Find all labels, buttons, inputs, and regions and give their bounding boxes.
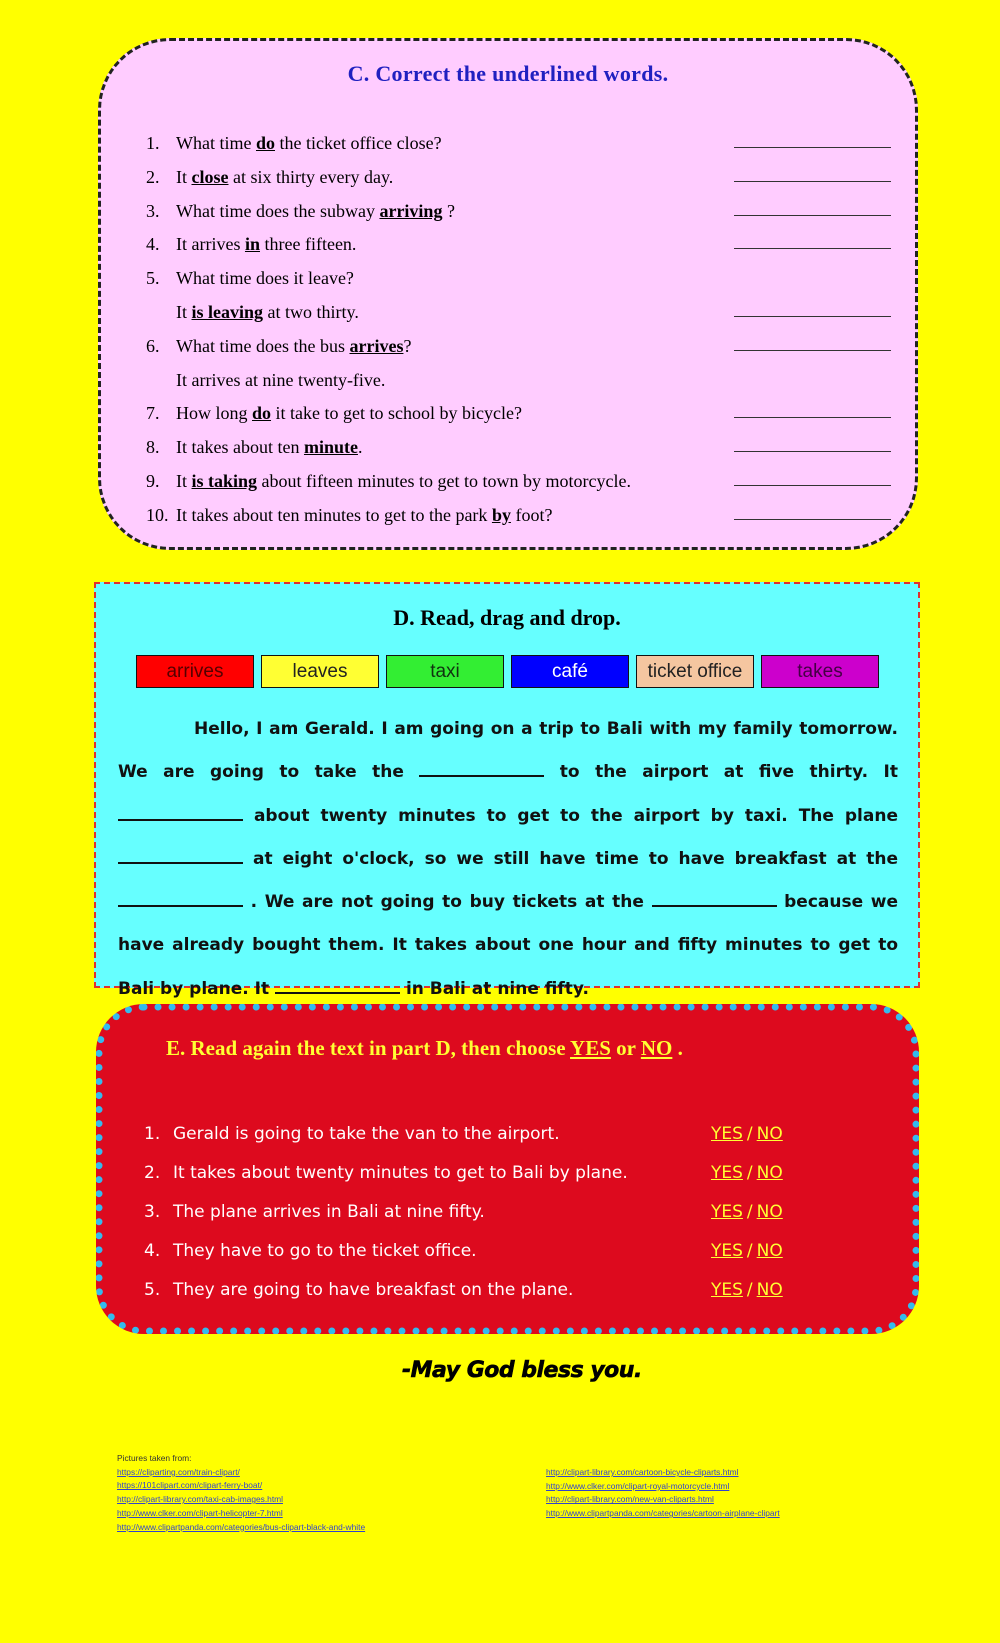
question-text — [176, 431, 362, 465]
statement-row — [144, 1232, 804, 1271]
question-number: 7. — [146, 403, 160, 424]
question-row — [146, 397, 891, 431]
answer-blank[interactable] — [734, 350, 891, 351]
question-text-pre: It — [176, 166, 192, 187]
choice-separator: / — [746, 1241, 753, 1261]
yes-no-choice — [711, 1232, 783, 1271]
word-tile[interactable]: ticket office — [636, 655, 754, 688]
question-text — [176, 161, 393, 195]
word-tile[interactable]: taxi — [386, 655, 504, 688]
passage-segment: to the airport at five thirty. It — [544, 762, 899, 783]
question-text — [176, 499, 552, 533]
word-bank — [136, 655, 881, 689]
statement-number: 2. — [144, 1163, 161, 1183]
statement-text: It takes about twenty minutes to get to Bali by plane. — [173, 1163, 628, 1183]
question-text-post: it take to get to school by bicycle? — [271, 403, 522, 424]
question-row — [146, 499, 891, 533]
question-row — [146, 195, 891, 229]
question-row — [146, 364, 891, 398]
question-text — [176, 397, 522, 431]
word-tile[interactable]: café — [511, 655, 629, 688]
choice-separator: / — [746, 1202, 753, 1222]
yes-no-choice — [711, 1115, 783, 1154]
credits-links-right — [546, 1466, 780, 1521]
statement-number: 1. — [144, 1124, 161, 1144]
section-c-title: C. Correct the underlined words. — [347, 61, 669, 86]
underlined-word: arrives — [349, 335, 404, 356]
no-option[interactable]: NO — [756, 1163, 783, 1183]
choice-separator: / — [746, 1124, 753, 1144]
statement-text: They have to go to the ticket office. — [173, 1241, 477, 1261]
underlined-word: arriving — [379, 200, 443, 221]
underlined-word: is leaving — [191, 301, 264, 322]
drop-target-blank[interactable] — [419, 774, 544, 777]
yes-option[interactable]: YES — [711, 1280, 743, 1300]
section-e-panel — [96, 1004, 919, 1334]
question-number: 1. — [146, 133, 160, 153]
question-number: 10. — [146, 504, 169, 525]
underlined-word: do — [252, 403, 272, 424]
question-text — [176, 228, 356, 262]
credit-link[interactable]: http://www.clipartpanda.com/categories/cartoon-airplane-clipart — [546, 1508, 780, 1519]
section-e-title — [166, 1036, 886, 1061]
question-text-pre: It arrives — [176, 234, 245, 255]
no-option[interactable]: NO — [756, 1202, 783, 1222]
question-text — [176, 262, 354, 296]
question-text-post: ? — [403, 335, 412, 356]
question-row — [146, 228, 891, 262]
underlined-word: in — [244, 234, 260, 255]
statement-row — [144, 1193, 804, 1232]
yes-no-choice — [711, 1193, 783, 1232]
yes-option[interactable]: YES — [711, 1241, 743, 1261]
blessing-text: -May God bless you. — [402, 1358, 642, 1383]
question-text-pre: It takes about ten — [176, 437, 304, 458]
question-text-post: the ticket office close? — [275, 133, 442, 153]
reading-passage — [118, 708, 898, 1011]
underlined-word: is taking — [191, 470, 258, 491]
question-number: 6. — [146, 335, 160, 356]
question-row — [146, 431, 891, 465]
question-number: 4. — [146, 234, 160, 255]
question-text — [176, 296, 359, 330]
answer-blank[interactable] — [734, 451, 891, 452]
statement-text: They are going to have breakfast on the plane. — [173, 1280, 574, 1300]
word-tile[interactable]: leaves — [261, 655, 379, 688]
section-c-panel — [98, 38, 918, 550]
question-number: 5. — [146, 268, 160, 289]
question-text-pre: What time — [176, 133, 256, 153]
yes-no-choice — [711, 1271, 783, 1310]
question-text-post: ? — [442, 200, 455, 221]
section-d-title: D. Read, drag and drop. — [393, 605, 621, 630]
title-yes: YES — [570, 1036, 611, 1060]
credit-link[interactable]: https://cliparting.com/train-clipart/ — [117, 1466, 240, 1477]
drop-target-blank[interactable] — [118, 818, 243, 821]
credits-left — [117, 1452, 365, 1534]
question-text — [176, 330, 411, 364]
question-text-post: at six thirty every day. — [228, 166, 394, 187]
question-text-pre: It — [176, 470, 192, 491]
underlined-word: close — [191, 166, 229, 187]
statement-number: 5. — [144, 1280, 161, 1300]
statement-text: Gerald is going to take the van to the airport. — [173, 1124, 560, 1144]
drop-target-blank[interactable] — [652, 904, 777, 907]
statement-row — [144, 1115, 804, 1154]
credit-link[interactable]: http://clipart-library.com/taxi-cab-images.html — [117, 1494, 283, 1505]
question-text-pre: What time does it leave? — [176, 268, 354, 289]
credit-link[interactable]: http://clipart-library.com/new-van-cliparts.html — [546, 1494, 714, 1505]
question-number: 2. — [146, 166, 160, 187]
question-number: 9. — [146, 470, 160, 491]
question-text-pre: It takes about ten minutes to get to the park — [176, 504, 492, 525]
answer-blank[interactable] — [734, 215, 891, 216]
question-text — [176, 195, 455, 229]
question-text-post: foot? — [510, 504, 553, 525]
question-text — [176, 465, 631, 499]
passage-segment: about twenty minutes to get to the airport by taxi. The plane — [243, 805, 898, 826]
credit-link[interactable]: http://www.clker.com/clipart-royal-motorcycle.html — [546, 1480, 730, 1491]
passage-segment: . We are not going to buy tickets at the — [243, 892, 652, 913]
title-end: . — [672, 1036, 683, 1060]
word-tile[interactable]: arrives — [136, 655, 254, 688]
question-row — [146, 127, 891, 161]
drop-target-blank[interactable] — [118, 904, 243, 907]
section-c-list — [146, 127, 891, 533]
question-row — [146, 262, 891, 296]
question-number: 8. — [146, 437, 160, 458]
title-no: NO — [640, 1036, 673, 1060]
credit-link[interactable]: http://www.clker.com/clipart-helicopter-7.html — [117, 1507, 283, 1518]
passage-segment: because we have already bought them. It takes about one hour and fifty minutes to get to Bali by plane. It — [118, 892, 898, 999]
question-text-pre: It arrives at nine twenty-five. — [176, 369, 386, 390]
question-row — [146, 296, 891, 330]
answer-blank[interactable] — [734, 147, 891, 148]
underlined-word: by — [491, 504, 511, 525]
yes-no-choice — [711, 1154, 783, 1193]
yes-option[interactable]: YES — [711, 1163, 743, 1183]
question-text-pre: It — [176, 301, 192, 322]
credit-link[interactable]: http://clipart-library.com/cartoon-bicycle-cliparts.html — [546, 1467, 739, 1477]
question-text-post: at two thirty. — [263, 301, 359, 322]
title-or: or — [610, 1036, 641, 1060]
passage-segment: Hello, I am Gerald. I am going on a trip to Bali with my family tomorrow. We are going to take the — [118, 719, 898, 783]
answer-blank[interactable] — [734, 519, 891, 520]
yes-option[interactable]: YES — [711, 1202, 743, 1222]
question-row — [146, 465, 891, 499]
question-text-pre: What time does the subway — [176, 200, 380, 221]
question-text-pre: How long — [176, 403, 252, 424]
credit-link[interactable]: http://www.clipartpanda.com/categories/bus-clipart-black-and-white — [117, 1521, 366, 1532]
question-row — [146, 161, 891, 195]
statement-row — [144, 1154, 804, 1193]
question-text-post: about fifteen minutes to get to town by motorcycle. — [257, 470, 631, 491]
choice-separator: / — [746, 1163, 753, 1183]
section-e-list — [144, 1115, 804, 1310]
statement-row — [144, 1271, 804, 1310]
answer-blank[interactable] — [734, 485, 891, 486]
no-option[interactable]: NO — [756, 1241, 783, 1261]
choice-separator: / — [746, 1280, 753, 1300]
answer-blank[interactable] — [734, 248, 891, 249]
yes-option[interactable]: YES — [711, 1124, 743, 1144]
word-tile[interactable]: takes — [761, 655, 879, 688]
drop-target-blank[interactable] — [275, 991, 400, 994]
question-text-post: . — [357, 437, 363, 458]
no-option[interactable]: NO — [756, 1124, 783, 1144]
section-d-panel — [94, 582, 920, 999]
credits-right — [546, 1466, 780, 1521]
answer-blank[interactable] — [734, 181, 891, 182]
answer-blank[interactable] — [734, 316, 891, 317]
credits-links-left — [117, 1466, 365, 1535]
credit-link[interactable]: https://101clipart.com/clipart-ferry-boat/ — [117, 1480, 263, 1491]
passage-segment: at eight o'clock, so we still have time to have breakfast at the — [243, 848, 898, 869]
question-row — [146, 330, 891, 364]
underlined-word: do — [255, 133, 275, 153]
question-text — [176, 127, 442, 161]
question-number: 3. — [146, 200, 160, 221]
no-option[interactable]: NO — [756, 1280, 783, 1300]
statement-number: 3. — [144, 1202, 161, 1222]
credits-heading: Pictures taken from: — [117, 1453, 192, 1463]
underlined-word: minute — [303, 437, 358, 458]
statement-number: 4. — [144, 1241, 161, 1261]
answer-blank[interactable] — [734, 417, 891, 418]
passage-segment: in Bali at nine fifty. — [400, 978, 589, 999]
question-text-post: three fifteen. — [259, 234, 357, 255]
section-e-title-text: E. Read again the text in part D, then choose — [166, 1036, 571, 1060]
statement-text: The plane arrives in Bali at nine fifty. — [173, 1202, 485, 1222]
question-text — [176, 364, 385, 398]
question-text-pre: What time does the bus — [176, 335, 350, 356]
drop-target-blank[interactable] — [118, 861, 243, 864]
